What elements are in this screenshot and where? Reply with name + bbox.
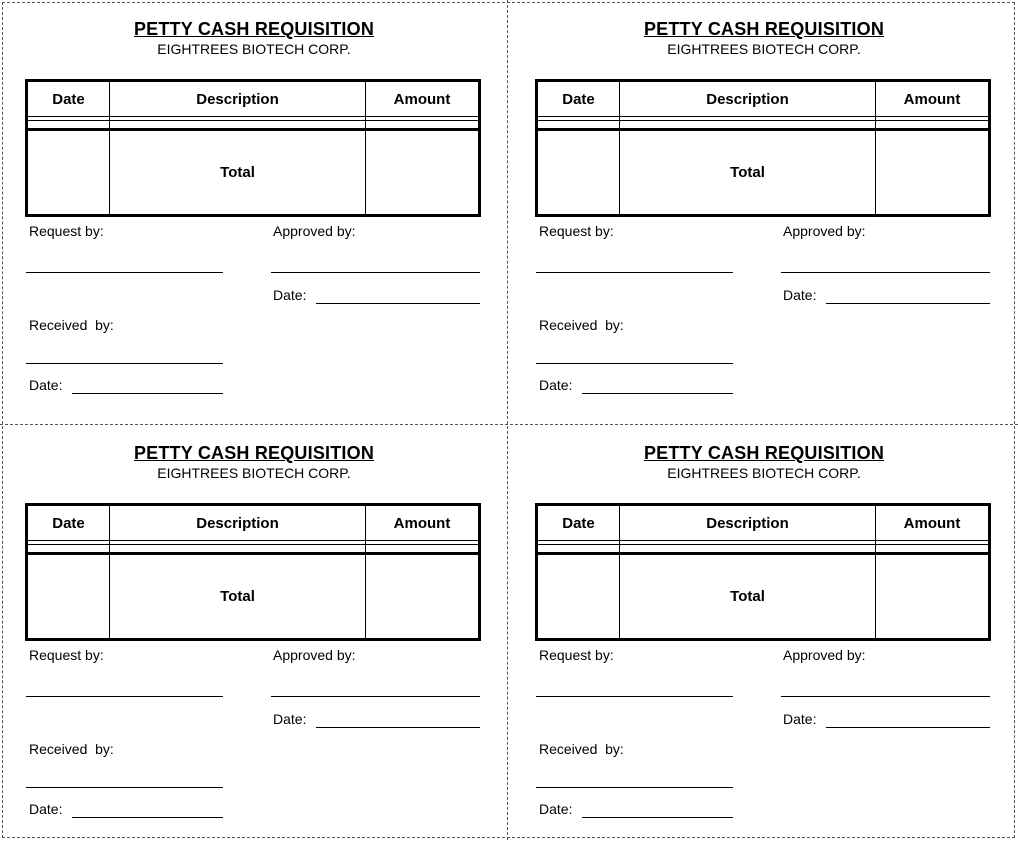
received-by-label: Received by:: [539, 741, 624, 757]
approved-date-label: Date:: [273, 287, 307, 303]
received-date-label: Date:: [29, 377, 63, 393]
approved-by-signature-line[interactable]: [781, 696, 990, 697]
amount-cell[interactable]: [876, 121, 990, 130]
petty-cash-form: [510, 424, 1018, 844]
approved-date-line[interactable]: [826, 303, 990, 304]
form-title: PETTY CASH REQUISITION: [643, 19, 885, 39]
petty-cash-form: [0, 0, 508, 420]
date-cell[interactable]: [27, 121, 110, 130]
total-amount-cell[interactable]: [366, 553, 480, 639]
col-header-date: Date: [537, 505, 620, 541]
table-header-row: [537, 81, 990, 117]
company-name: EIGHTREES BIOTECH CORP.: [667, 41, 861, 57]
received-date-label: Date:: [539, 801, 573, 817]
approved-by-label: Approved by:: [273, 647, 356, 663]
expense-table: [535, 79, 991, 217]
received-by-signature-line[interactable]: [26, 787, 223, 788]
expense-table: [535, 503, 991, 641]
request-by-signature-line[interactable]: [536, 272, 733, 273]
description-cell[interactable]: [110, 545, 366, 554]
table-header-row: [537, 505, 990, 541]
total-row: [537, 553, 990, 639]
approved-by-signature-line[interactable]: [271, 696, 480, 697]
total-row: [27, 553, 480, 639]
total-row: [27, 129, 480, 215]
date-cell[interactable]: [537, 545, 620, 554]
col-header-amount: Amount: [366, 505, 480, 541]
total-amount-cell[interactable]: [876, 553, 990, 639]
total-blank-cell: [27, 129, 110, 215]
total-blank-cell: [27, 553, 110, 639]
approved-by-signature-line[interactable]: [781, 272, 990, 273]
col-header-amount: Amount: [366, 81, 480, 117]
date-cell[interactable]: [537, 121, 620, 130]
company-name: EIGHTREES BIOTECH CORP.: [667, 465, 861, 481]
petty-cash-form: [0, 424, 508, 844]
company-name: EIGHTREES BIOTECH CORP.: [157, 41, 351, 57]
col-header-amount: Amount: [876, 81, 990, 117]
approved-date-line[interactable]: [316, 303, 480, 304]
total-label: Total: [620, 553, 876, 639]
approved-date-line[interactable]: [316, 727, 480, 728]
description-cell[interactable]: [110, 121, 366, 130]
approved-by-label: Approved by:: [783, 223, 866, 239]
total-row: [537, 129, 990, 215]
amount-cell[interactable]: [876, 545, 990, 554]
col-header-date: Date: [27, 81, 110, 117]
approved-date-line[interactable]: [826, 727, 990, 728]
received-by-label: Received by:: [29, 741, 114, 757]
col-header-amount: Amount: [876, 505, 990, 541]
company-name: EIGHTREES BIOTECH CORP.: [157, 465, 351, 481]
table-row: [27, 121, 480, 130]
request-by-label: Request by:: [29, 223, 104, 239]
received-by-label: Received by:: [539, 317, 624, 333]
form-title: PETTY CASH REQUISITION: [133, 19, 375, 39]
table-header-row: [27, 505, 480, 541]
total-blank-cell: [537, 129, 620, 215]
request-by-signature-line[interactable]: [26, 272, 223, 273]
received-date-line[interactable]: [582, 817, 733, 818]
received-by-label: Received by:: [29, 317, 114, 333]
received-date-line[interactable]: [72, 817, 223, 818]
approved-date-label: Date:: [783, 287, 817, 303]
col-header-description: Description: [620, 505, 876, 541]
col-header-date: Date: [27, 505, 110, 541]
received-date-line[interactable]: [72, 393, 223, 394]
request-by-label: Request by:: [539, 223, 614, 239]
total-label: Total: [110, 553, 366, 639]
col-header-description: Description: [110, 81, 366, 117]
received-by-signature-line[interactable]: [26, 363, 223, 364]
table-row: [537, 545, 990, 554]
date-cell[interactable]: [27, 545, 110, 554]
form-title: PETTY CASH REQUISITION: [643, 443, 885, 463]
total-blank-cell: [537, 553, 620, 639]
approved-date-label: Date:: [783, 711, 817, 727]
received-date-label: Date:: [539, 377, 573, 393]
expense-table: [25, 79, 481, 217]
approved-date-label: Date:: [273, 711, 307, 727]
received-by-signature-line[interactable]: [536, 787, 733, 788]
table-header-row: [27, 81, 480, 117]
received-by-signature-line[interactable]: [536, 363, 733, 364]
total-amount-cell[interactable]: [366, 129, 480, 215]
expense-table: [25, 503, 481, 641]
total-amount-cell[interactable]: [876, 129, 990, 215]
col-header-date: Date: [537, 81, 620, 117]
approved-by-signature-line[interactable]: [271, 272, 480, 273]
total-label: Total: [110, 129, 366, 215]
form-title: PETTY CASH REQUISITION: [133, 443, 375, 463]
table-row: [27, 545, 480, 554]
amount-cell[interactable]: [366, 545, 480, 554]
request-by-label: Request by:: [539, 647, 614, 663]
request-by-label: Request by:: [29, 647, 104, 663]
request-by-signature-line[interactable]: [26, 696, 223, 697]
received-date-line[interactable]: [582, 393, 733, 394]
received-date-label: Date:: [29, 801, 63, 817]
description-cell[interactable]: [620, 545, 876, 554]
petty-cash-form: [510, 0, 1018, 420]
description-cell[interactable]: [620, 121, 876, 130]
col-header-description: Description: [620, 81, 876, 117]
table-row: [537, 121, 990, 130]
approved-by-label: Approved by:: [273, 223, 356, 239]
total-label: Total: [620, 129, 876, 215]
request-by-signature-line[interactable]: [536, 696, 733, 697]
col-header-description: Description: [110, 505, 366, 541]
amount-cell[interactable]: [366, 121, 480, 130]
approved-by-label: Approved by:: [783, 647, 866, 663]
